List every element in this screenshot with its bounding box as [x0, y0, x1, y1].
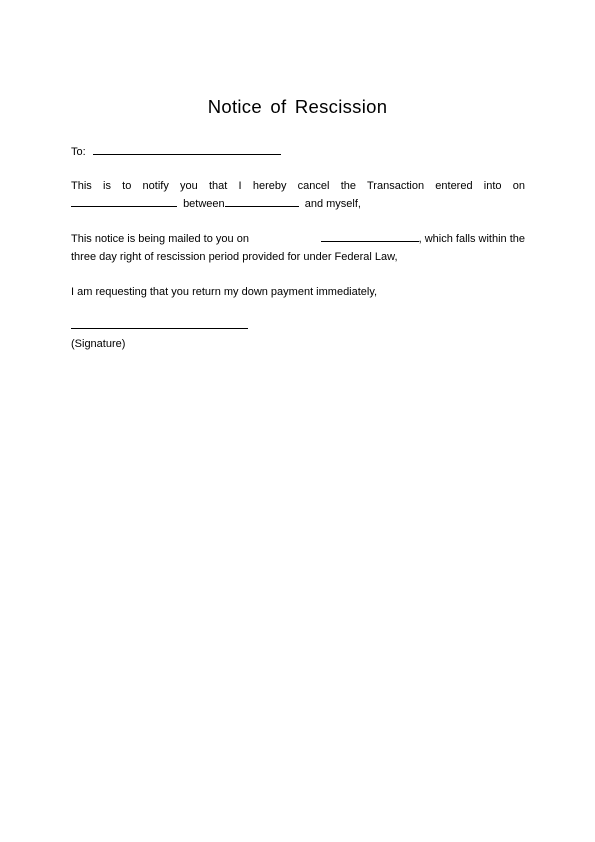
- falls-within-text: , which falls within the: [418, 233, 525, 245]
- recipient-blank: [93, 146, 281, 155]
- transaction-date-blank: [71, 198, 177, 207]
- signature-line: [71, 320, 248, 333]
- document-title: Notice of Rescission: [207, 96, 388, 117]
- to-label: To:: [71, 146, 86, 158]
- paragraph-2-line-2: three day right of rescission period provided for under Federal Law,: [71, 251, 398, 263]
- between-text: between: [183, 198, 225, 210]
- mailing-date-group: [321, 233, 525, 246]
- paragraph-1-line-2: [71, 198, 361, 211]
- signature-blank: [71, 320, 248, 329]
- paragraph-2-line-1: [71, 233, 525, 246]
- paragraph-1-line-1: This is to notify you that I hereby cancel the Transaction entered into on: [71, 180, 525, 192]
- to-line: [71, 146, 281, 159]
- paragraph-3: I am requesting that you return my down payment immediately,: [71, 286, 378, 298]
- mailed-text: This notice is being mailed to you on: [71, 233, 249, 245]
- signature-label: (Signature): [71, 338, 126, 350]
- mailing-date-blank: [321, 233, 419, 242]
- party-name-blank: [225, 198, 299, 207]
- and-myself-text: and myself,: [304, 198, 361, 210]
